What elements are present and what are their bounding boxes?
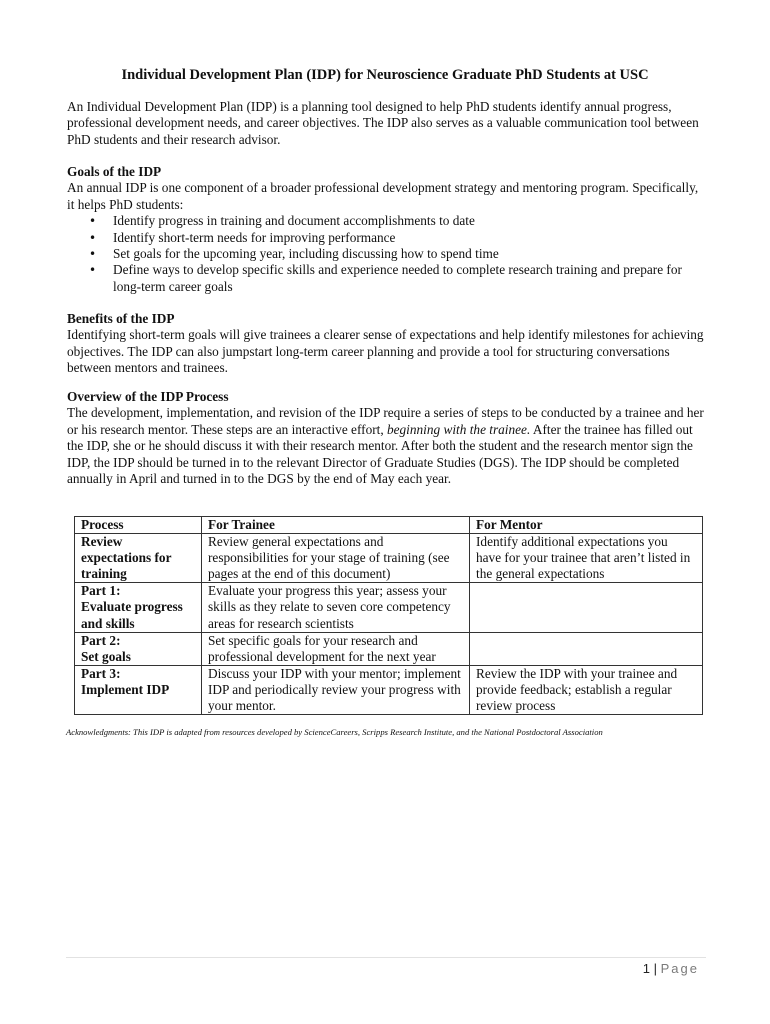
table-header-row bbox=[75, 517, 703, 534]
process-step-name: Implement IDP bbox=[81, 681, 170, 697]
page-number-label: Page bbox=[660, 961, 699, 976]
overview-emphasis: beginning with the trainee. bbox=[386, 421, 531, 437]
page-number-separator: | bbox=[653, 961, 657, 976]
header-process: Process bbox=[75, 517, 202, 534]
table-row bbox=[75, 583, 703, 632]
trainee-cell: Set specific goals for your research and professional development for the next year bbox=[202, 632, 470, 665]
process-part-label: Part 3: bbox=[81, 665, 121, 681]
benefits-text: Identifying short-term goals will give trainees a clearer sense of expectations and help identify milestones for achieving objectives. The IDP can also jumpstart long-term career planning and provide a tool for structuring conversations between mentors and trainees. bbox=[67, 327, 704, 376]
header-trainee: For Trainee bbox=[202, 517, 470, 534]
process-cell: Review expectations for training bbox=[75, 534, 202, 583]
overview-section bbox=[67, 389, 707, 487]
goals-heading: Goals of the IDP bbox=[67, 164, 162, 179]
document-title: Individual Development Plan (IDP) for Neuroscience Graduate PhD Students at USC bbox=[121, 67, 649, 83]
trainee-cell: Review general expectations and responsibilities for your stage of training (see pages at the end of this document) bbox=[202, 534, 470, 583]
page-number bbox=[643, 960, 699, 978]
mentor-cell bbox=[470, 632, 703, 665]
goals-bullet-list bbox=[67, 213, 707, 295]
process-step-name: Evaluate progress and skills bbox=[81, 599, 183, 631]
trainee-cell: Discuss your IDP with your mentor; implement IDP and periodically review your progress with your mentor. bbox=[202, 665, 470, 714]
acknowledgments-note: Acknowledgments: This IDP is adapted from resources developed by ScienceCareers, Scripps Research Institute, and the National Postdoctoral Association bbox=[66, 727, 603, 737]
overview-text-part: After the trainee has filled out the IDP, she or he should discuss it with their research mentor. After both the student and the research mentor sign the IDP, the IDP should be turned in to the relevant Director of Graduate Studies (DGS). The IDP should be completed annually in April and turned in to the DGS by the end of May each year. bbox=[67, 421, 693, 487]
header-mentor: For Mentor bbox=[470, 517, 703, 534]
idp-process-table bbox=[74, 516, 703, 715]
goals-bullet-item: • Identify short-term needs for improving performance bbox=[67, 230, 707, 246]
footer-divider bbox=[66, 957, 706, 958]
table-row bbox=[75, 534, 703, 583]
process-cell bbox=[75, 583, 202, 632]
process-cell bbox=[75, 665, 202, 714]
process-cell bbox=[75, 632, 202, 665]
process-part-label: Part 1: bbox=[81, 583, 121, 599]
process-part-label: Part 2: bbox=[81, 632, 121, 648]
process-step-name: Set goals bbox=[81, 648, 131, 664]
goals-bullet-item: • Identify progress in training and document accomplishments to date bbox=[67, 213, 707, 229]
table-row bbox=[75, 632, 703, 665]
overview-text bbox=[67, 405, 704, 486]
page-number-value: 1 bbox=[642, 961, 650, 976]
mentor-cell: Review the IDP with your trainee and provide feedback; establish a regular review process bbox=[470, 665, 703, 714]
goals-bullet-item: • Set goals for the upcoming year, including discussing how to spend time bbox=[67, 246, 707, 262]
trainee-cell: Evaluate your progress this year; assess your skills as they relate to seven core competency areas for research scientists bbox=[202, 583, 470, 632]
table-row bbox=[75, 665, 703, 714]
mentor-cell: Identify additional expectations you have for your trainee that aren’t listed in the general expectations bbox=[470, 534, 703, 583]
goals-text: An annual IDP is one component of a broader professional development strategy and mentoring program. Specifically, it helps PhD students: bbox=[67, 180, 699, 212]
goals-bullet-item: • Define ways to develop specific skills and experience needed to complete research training and prepare for long-term career goals bbox=[67, 262, 707, 295]
overview-heading: Overview of the IDP Process bbox=[67, 389, 229, 404]
overview-text-part: The development, implementation, and revision of the IDP require a series of steps to be conducted by a trainee and her or his research mentor. These steps are an interactive effort, bbox=[67, 405, 704, 437]
intro-paragraph: An Individual Development Plan (IDP) is a planning tool designed to help PhD students identify annual progress, professional development needs, and career objectives. The IDP also serves as a valuable communication tool between PhD students and their research advisor. bbox=[67, 99, 699, 147]
benefits-section bbox=[67, 311, 707, 377]
mentor-cell bbox=[470, 583, 703, 632]
goals-section bbox=[67, 164, 707, 295]
benefits-heading: Benefits of the IDP bbox=[67, 311, 175, 326]
